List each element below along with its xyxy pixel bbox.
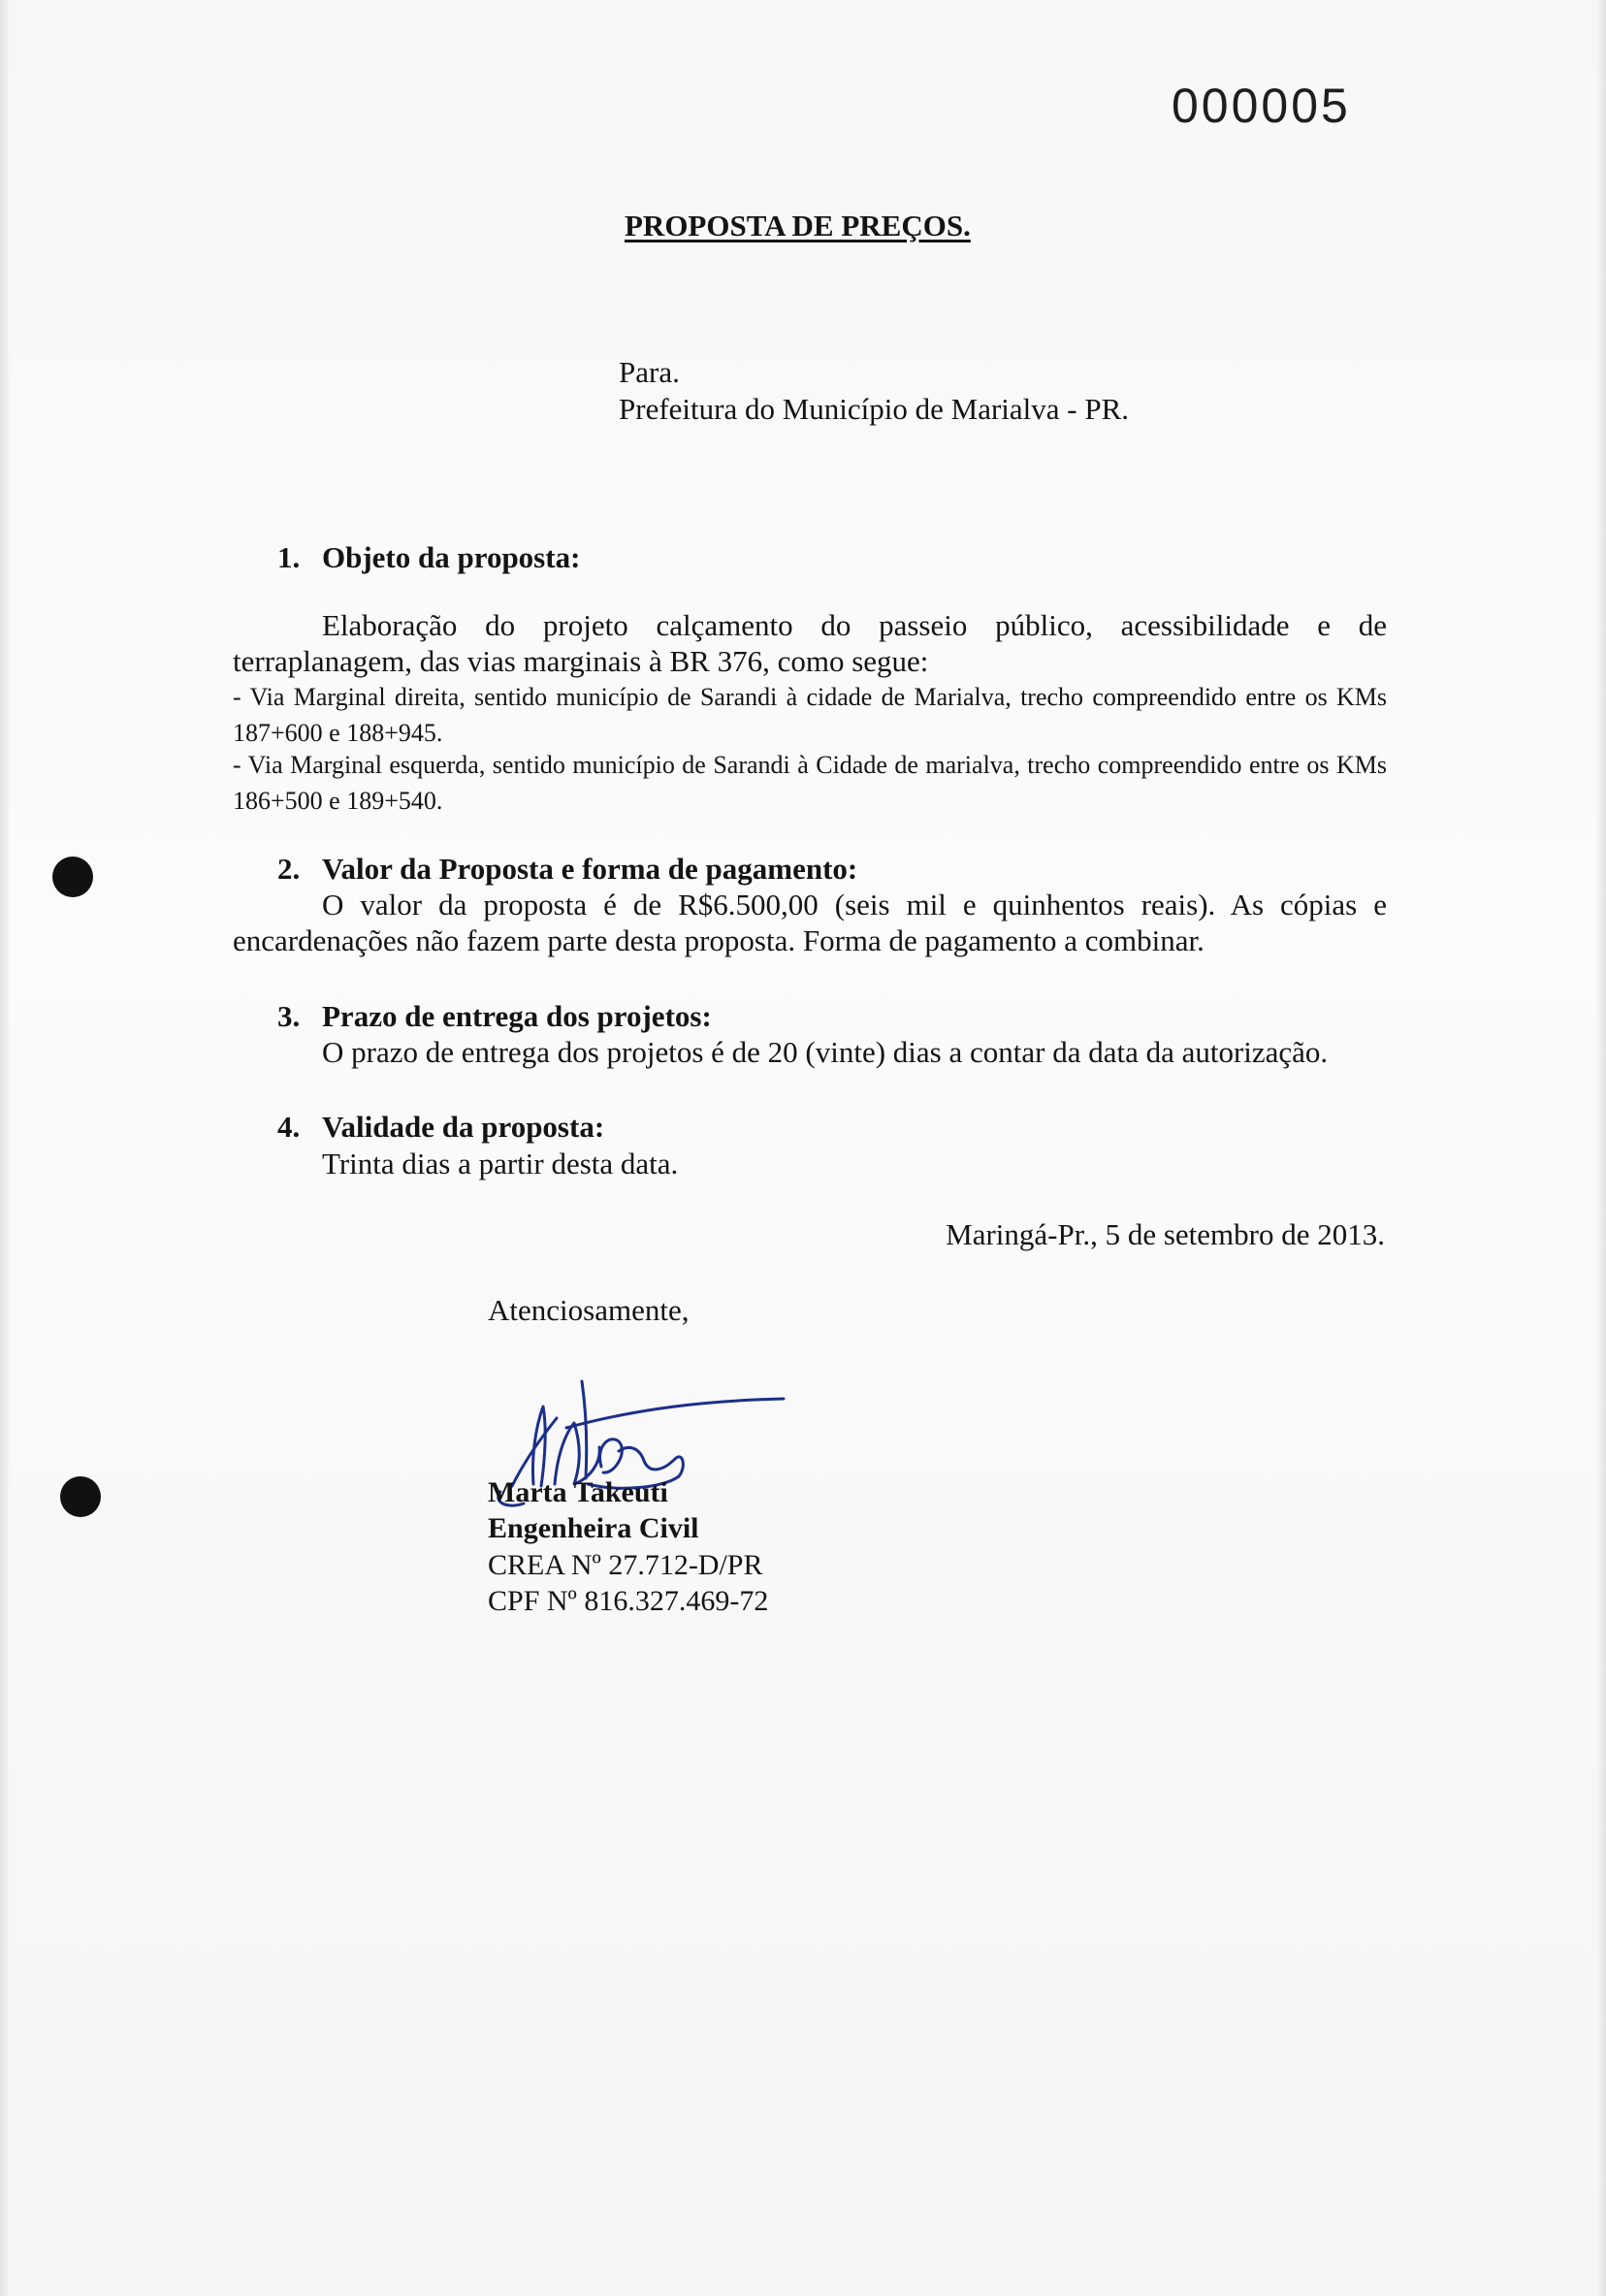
section-1-number: 1. xyxy=(277,540,301,574)
section-4-title: Validade da proposta: xyxy=(322,1110,605,1144)
section-3-number: 3. xyxy=(277,999,301,1033)
signatory-role: Engenheira Civil xyxy=(488,1512,699,1544)
section-1-item-1: - Via Marginal direita, sentido município de Sarandi à cidade de Marialva, trecho compreendido entre os KMs 187+600 e 188+945. xyxy=(233,683,1387,747)
page-number: 000005 xyxy=(1172,79,1351,133)
section-4-number: 4. xyxy=(277,1110,301,1144)
section-1-paragraph: Elaboração do projeto calçamento do passeio público, acessibilidade e de terraplanagem, das vias marginais à BR 376, como segue: xyxy=(233,608,1387,678)
recipient-name: Prefeitura do Município de Marialva - PR. xyxy=(619,392,1130,426)
recipient-salutation: Para. xyxy=(619,355,680,389)
section-3-paragraph: O prazo de entrega dos projetos é de 20 (vinte) dias a contar da data da autorização. xyxy=(322,1035,1329,1069)
section-3-title: Prazo de entrega dos projetos: xyxy=(322,999,712,1033)
signatory-cpf: CPF Nº 816.327.469-72 xyxy=(488,1585,769,1617)
place-and-date: Maringá-Pr., 5 de setembro de 2013. xyxy=(946,1217,1385,1251)
scan-edge-left xyxy=(0,0,10,2296)
scan-edge-right xyxy=(1596,0,1606,2296)
section-4-paragraph: Trinta dias a partir desta data. xyxy=(322,1147,679,1180)
signatory-name: Marta Takeuti xyxy=(488,1476,668,1508)
section-2-title: Valor da Proposta e forma de pagamento: xyxy=(322,852,858,886)
section-2-paragraph: O valor da proposta é de R$6.500,00 (seis mil e quinhentos reais). As cópias e encardenações não fazem parte desta proposta. Forma de pagamento a combinar. xyxy=(233,888,1387,957)
section-2-number: 2. xyxy=(277,852,301,886)
document-title: PROPOSTA DE PREÇOS. xyxy=(625,209,971,243)
section-1-item-2: - Via Marginal esquerda, sentido município de Sarandi à Cidade de marialva, trecho compreendido entre os KMs 186+500 e 189+540. xyxy=(233,751,1387,815)
closing-salutation: Atenciosamente, xyxy=(488,1293,690,1327)
signatory-crea: CREA Nº 27.712-D/PR xyxy=(488,1549,763,1581)
punch-hole-top xyxy=(52,857,93,897)
section-1-title: Objeto da proposta: xyxy=(322,540,581,574)
punch-hole-bottom xyxy=(60,1476,101,1517)
